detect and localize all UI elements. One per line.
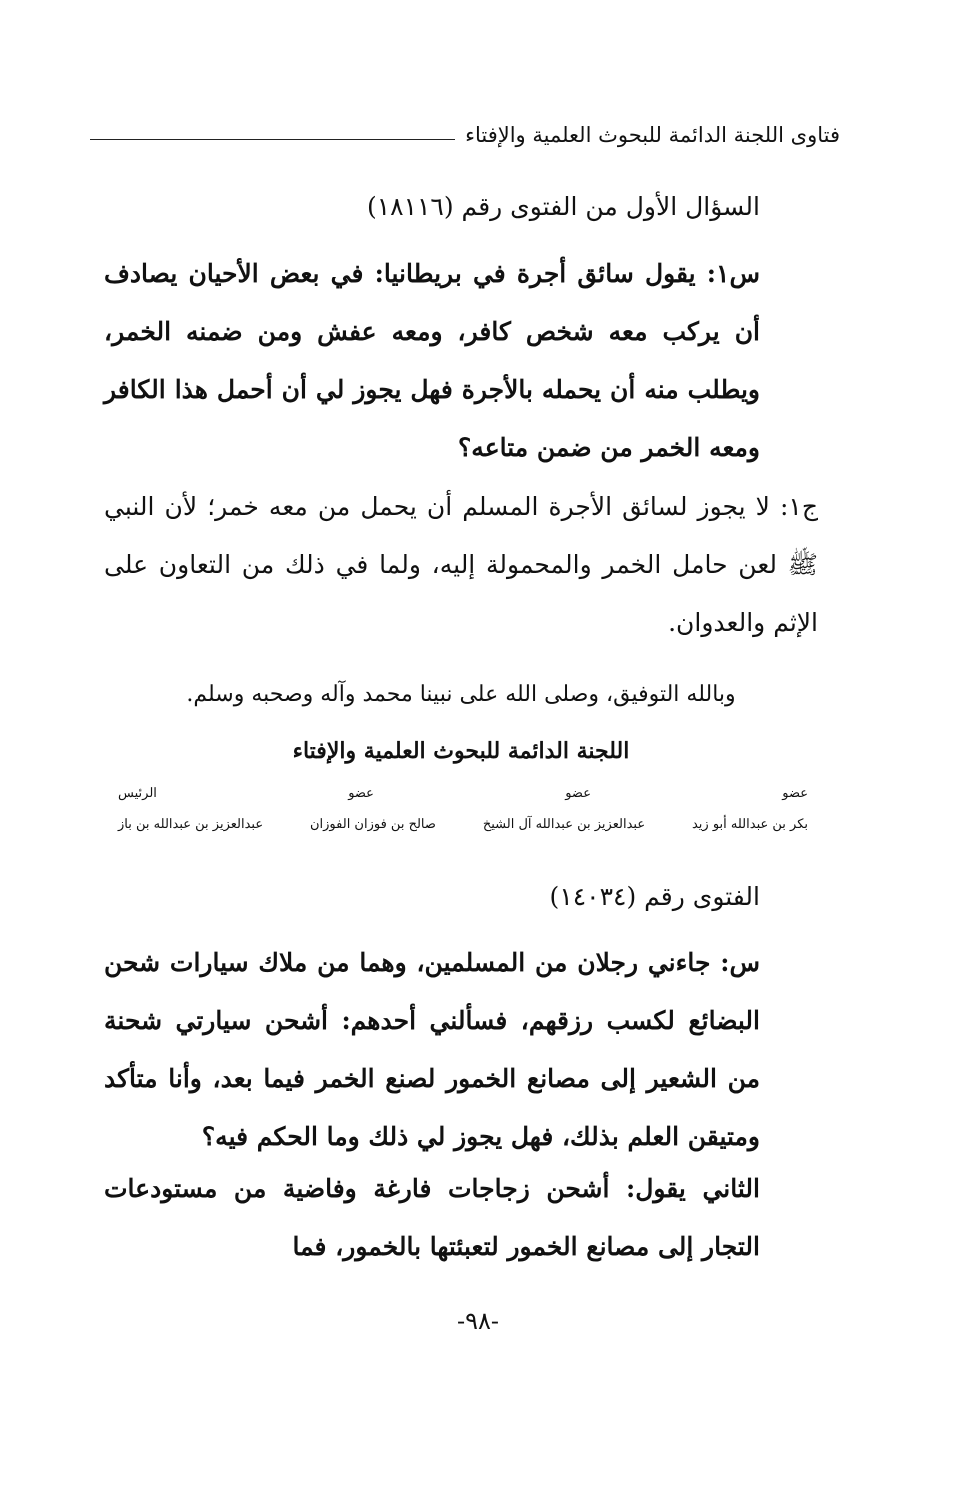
signature-roles (118, 786, 808, 801)
header-rule (90, 139, 455, 140)
member-name: عبدالعزيز بن عبدالله بن باز (118, 817, 264, 832)
member-name: بكر بن عبدالله أبو زيد (691, 817, 808, 832)
page-number: -٩٨- (457, 1307, 499, 1335)
signature-block (118, 786, 808, 832)
member-name: عبدالعزيز بن عبدالله آل الشيخ (482, 817, 646, 832)
member-role: عضو (348, 786, 374, 801)
member-role: عضو (782, 786, 808, 801)
running-header (90, 118, 840, 152)
fatwa-2-second-question: الثاني يقول: أشحن زجاجات فارغة وفاضية من مستودعات التجار إلى مصانع الخمور لتعبئتها بالخمور، فما (104, 1174, 760, 1261)
fatwa-2-question: س: جاءني رجلان من المسلمين، وهما من ملاك سيارات شحن البضائع لكسب رزقهم، فسألني أحدهم: أشحن سيارتي شحنة من الشعير إلى مصانع الخمور لصنع الخمر فيما بعد، وأنا متأكد ومتيقن العلم بذلك، فهل يجوز لي ذلك وما الحكم فيه؟ (104, 948, 760, 1151)
fatwa-1-answer: ج١: لا يجوز لسائق الأجرة المسلم أن يحمل من معه خمر؛ لأن النبي ﷺ لعن حامل الخمر والمحمولة إليه، ولما في ذلك من التعاون على الإثم والعدوان. (104, 492, 818, 637)
fatwa-1-question: س١: يقول سائق أجرة في بريطانيا: في بعض الأحيان يصادف أن يركب معه شخص كافر، ومعه عفش ومن ضمنه الخمر، ويطلب منه أن يحمله بالأجرة فهل يجوز لي أن أحمل هذا الكافر ومعه الخمر من ضمن متاعه؟ (104, 259, 760, 462)
member-role: الرئيس (118, 786, 157, 801)
fatwa-1-heading: السؤال الأول من الفتوى رقم (١٨١١٦) (366, 192, 760, 221)
fatwa-1-closing: وبالله التوفيق، وصلى الله على نبينا محمد وآله وصحبه وسلم. (186, 682, 736, 707)
committee-title: اللجنة الدائمة للبحوث العلمية والإفتاء (292, 738, 630, 764)
member-role: عضو (565, 786, 591, 801)
member-name: صالح بن فوزان الفوزان (310, 817, 436, 832)
signature-names (118, 817, 808, 832)
fatwa-2-heading: الفتوى رقم (١٤٠٣٤) (549, 882, 760, 911)
header-title: فتاوى اللجنة الدائمة للبحوث العلمية والإفتاء (465, 123, 840, 147)
